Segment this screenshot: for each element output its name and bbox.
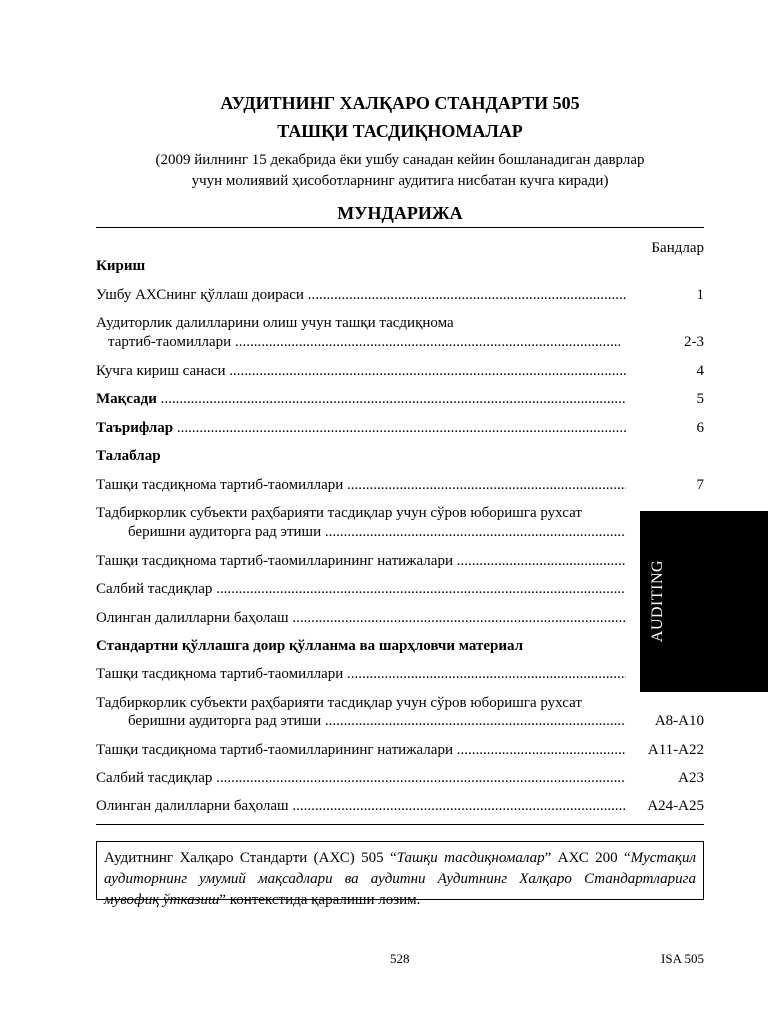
contents-title: МУНДАРИЖА (337, 203, 463, 223)
toc-entry-page: 7 (696, 477, 704, 493)
toc-entry-label: Салбий тасдиқлар ..... (96, 769, 626, 788)
toc-entry-label: Ташқи тасдиқнома тартиб-таомиллари ..... (96, 476, 626, 495)
toc-entry-page: А8-А10 (654, 713, 704, 729)
toc-entry-label: Ушбу АХСнинг қўллаш доираси ..... (96, 286, 626, 305)
document-code: ISA 505 (661, 951, 704, 966)
toc-entry-page: 2-3 (684, 334, 704, 350)
section-heading: Стандартни қўллашга доир қўлланма ва шарҳловчи материал (96, 638, 524, 654)
toc-entry-page: 6 (696, 420, 704, 436)
paragraphs-label: Бандлар (651, 240, 704, 256)
note-text-part2: ” АХС 200 “ (544, 850, 631, 866)
toc-entry-label: Ташқи тасдиқнома тартиб-таомиллари ..... (96, 665, 626, 684)
context-note-box (96, 841, 704, 908)
side-tab-label: AUDITING (649, 559, 666, 643)
toc-entry-page: 1 (696, 287, 704, 303)
toc-entry-page: А11-А22 (647, 742, 704, 758)
bottom-divider (96, 824, 704, 825)
toc-entry-label: беришни аудиторга рад этиши ..... (128, 712, 626, 731)
page-number: 528 (390, 951, 410, 966)
top-divider (96, 227, 704, 228)
toc-entry-label: Тадбиркорлик субъекти раҳбарияти тасдиқлар учун сўров юборишга рухсат (96, 505, 582, 521)
toc-entry-label: Салбий тасдиқлар ..... (96, 580, 626, 599)
toc-entry-label: Тадбиркорлик субъекти раҳбарияти тасдиқлар учун сўров юборишга рухсат (96, 695, 582, 711)
toc-entry-label: Ташқи тасдиқнома тартиб-таомилларининг натижалари ..... (96, 741, 626, 760)
toc-entry-label: Аудиторлик далилларини олиш учун ташқи тасдиқнома (96, 315, 454, 331)
toc-entry-label: Мақсади ..... (96, 390, 626, 409)
effective-note-line1: (2009 йилнинг 15 декабрида ёки ушбу санадан кейин бошланадиган даврлар (155, 152, 645, 168)
toc-entry-label: Ташқи тасдиқнома тартиб-таомилларининг натижалари ..... (96, 552, 626, 571)
note-title-505: Ташқи тасдиқномалар (396, 850, 545, 866)
standard-subject: ТАШҚИ ТАСДИҚНОМАЛАР (277, 121, 523, 141)
toc-entry-page: А24-А25 (647, 798, 704, 814)
toc-entry-label: Таърифлар ..... (96, 419, 626, 438)
note-text-part1: Аудитнинг Халқаро Стандарти (АХС) 505 “ (104, 850, 397, 866)
toc-entry-label: Олинган далилларни баҳолаш ..... (96, 797, 626, 816)
standard-title: АУДИТНИНГ ХАЛҚАРО СТАНДАРТИ 505 (220, 93, 580, 113)
toc-entry-label: Олинган далилларни баҳолаш ..... (96, 609, 626, 628)
toc-entry-page: 4 (696, 363, 704, 379)
toc-entry-page: 5 (696, 391, 704, 407)
toc-entry-page: А23 (678, 770, 704, 786)
toc-entry-label: беришни аудиторга рад этиши ..... (128, 523, 626, 542)
note-title-200: Мустақил аудиторнинг умумий мақсадлари ва аудитни Аудитнинг Халқаро Стандартларига мувофиқ ўтказиш (104, 850, 696, 908)
toc-entry-label: тартиб-таомиллари ..... (108, 333, 620, 352)
section-heading: Талаблар (96, 448, 161, 464)
effective-note-line2: учун молиявий ҳисоботларнинг аудитига нисбатан кучга киради) (191, 173, 609, 189)
section-heading: Кириш (96, 258, 146, 274)
note-text-part3: ” контекстида қаралиши лозим. (219, 892, 421, 908)
toc-entry-label: Кучга кириш санаси ..... (96, 362, 626, 381)
